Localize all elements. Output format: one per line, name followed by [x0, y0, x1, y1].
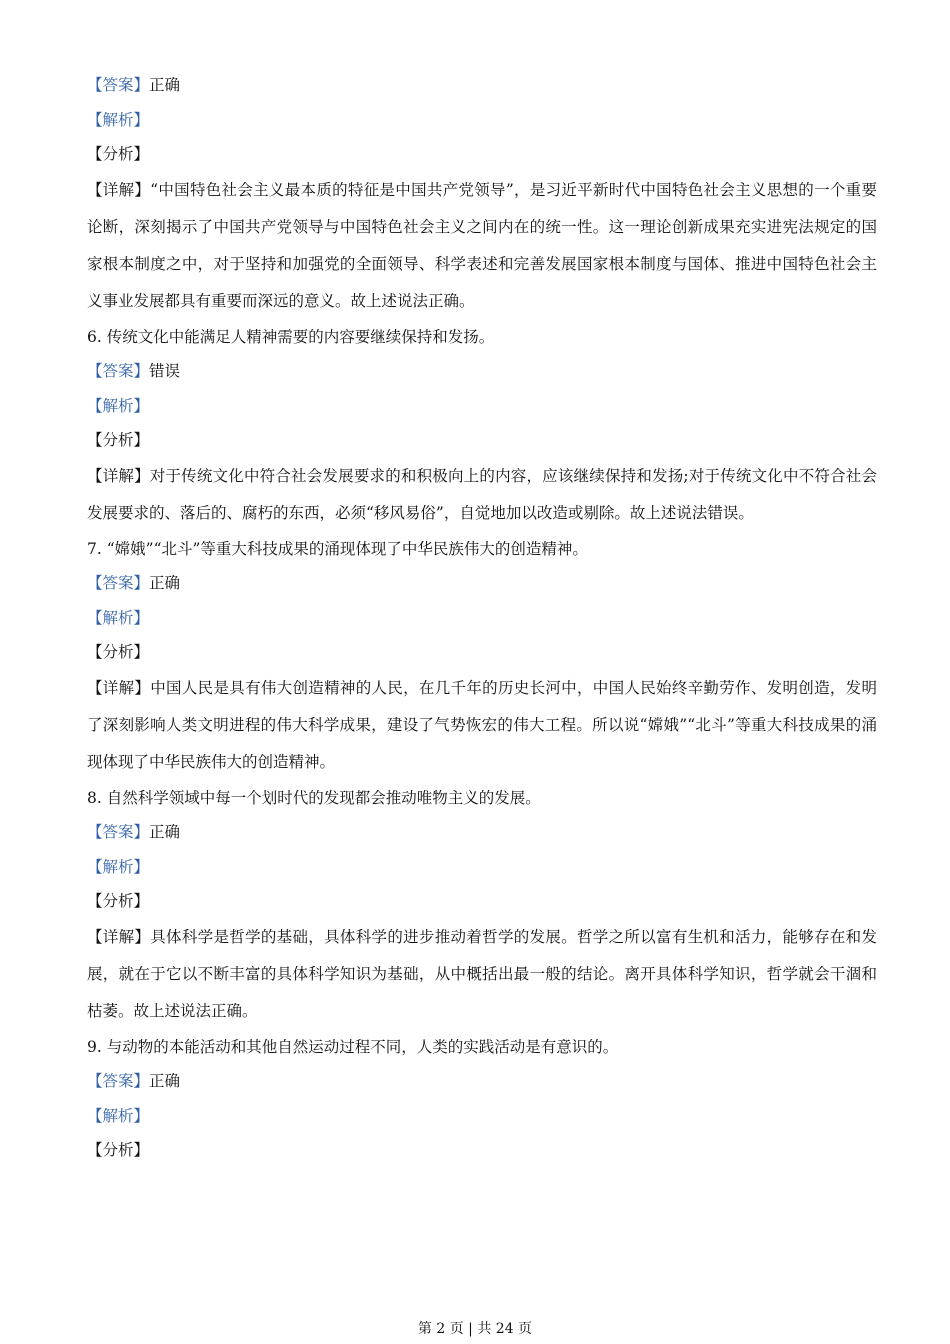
answer-tag: 【答案】 — [87, 823, 150, 841]
analysis-tag: 【解析】 — [87, 608, 150, 627]
answer-tag: 【答案】 — [87, 76, 150, 94]
fenxi-line — [87, 884, 877, 919]
detail-text: 具体科学是哲学的基础，具体科学的进步推动着哲学的发展。哲学之所以富有生机和活力，能够存在和发展，就在于它以不断丰富的具体科学知识为基础，从中概括出最一般的结论。离开具体科学知识，哲学就会干涸和枯萎。故上述说法正确。 — [87, 927, 877, 1020]
analysis-tag: 【解析】 — [87, 1106, 150, 1125]
question-8: 8. 自然科学领域中每一个划时代的发现都会推动唯物主义的发展。 — [87, 788, 541, 807]
page-content — [87, 68, 877, 1168]
analysis-tag: 【解析】 — [87, 110, 150, 129]
answer-tag: 【答案】 — [87, 574, 150, 592]
answer-value: 正确 — [149, 76, 181, 94]
detail-paragraph — [87, 919, 877, 1030]
page-footer: 第 2 页 | 共 24 页 — [417, 1321, 533, 1337]
fenxi-line — [87, 635, 877, 670]
fenxi-line — [87, 1133, 877, 1168]
answer-value: 正确 — [149, 1072, 181, 1090]
fenxi-tag: 【分析】 — [87, 892, 150, 910]
analysis-line — [87, 103, 877, 138]
answer-value: 正确 — [149, 574, 181, 592]
answer-tag: 【答案】 — [87, 362, 150, 380]
answer-line — [87, 68, 877, 103]
fenxi-line — [87, 137, 877, 172]
detail-paragraph — [87, 172, 877, 320]
detail-tag: 【详解】 — [87, 927, 151, 946]
question-6: 6. 传统文化中能满足人精神需要的内容要继续保持和发扬。 — [87, 327, 495, 346]
analysis-tag: 【解析】 — [87, 396, 150, 415]
answer-value: 错误 — [149, 362, 181, 380]
analysis-line — [87, 1099, 877, 1134]
fenxi-tag: 【分析】 — [87, 431, 150, 449]
detail-text: 对于传统文化中符合社会发展要求的和积极向上的内容，应该继续保持和发扬;对于传统文化中不符合社会发展要求的、落后的、腐朽的东西，必须“移风易俗”，自觉地加以改造或剔除。故上述说法错误。 — [87, 466, 877, 522]
fenxi-tag: 【分析】 — [87, 1141, 150, 1159]
detail-tag: 【详解】 — [87, 678, 151, 697]
answer-line — [87, 1064, 877, 1099]
analysis-line — [87, 389, 877, 424]
fenxi-tag: 【分析】 — [87, 145, 150, 163]
analysis-tag: 【解析】 — [87, 857, 150, 876]
answer-line — [87, 815, 877, 850]
detail-text: 中国人民是具有伟大创造精神的人民，在几千年的历史长河中，中国人民始终辛勤劳作、发明创造，发明了深刻影响人类文明进程的伟大科学成果，建设了气势恢宏的伟大工程。所以说“嫦娥”“北斗”等重大科技成果的涌现体现了中华民族伟大的创造精神。 — [87, 678, 877, 771]
fenxi-tag: 【分析】 — [87, 643, 150, 661]
analysis-line — [87, 601, 877, 636]
answer-value: 正确 — [149, 823, 181, 841]
question-7: 7. “嫦娥”“北斗”等重大科技成果的涌现体现了中华民族伟大的创造精神。 — [87, 539, 588, 558]
question-9: 9. 与动物的本能活动和其他自然运动过程不同，人类的实践活动是有意识的。 — [87, 1037, 619, 1056]
detail-tag: 【详解】 — [87, 466, 150, 485]
answer-line — [87, 566, 877, 601]
detail-paragraph — [87, 670, 877, 781]
answer-line — [87, 354, 877, 389]
analysis-line — [87, 850, 877, 885]
detail-tag: 【详解】 — [87, 180, 151, 199]
detail-paragraph — [87, 458, 877, 532]
answer-tag: 【答案】 — [87, 1072, 150, 1090]
fenxi-line — [87, 423, 877, 458]
detail-text: “中国特色社会主义最本质的特征是中国共产党领导”，是习近平新时代中国特色社会主义思想的一个重要论断，深刻揭示了中国共产党领导与中国特色社会主义之间内在的统一性。这一理论创新成果充实进宪法规定的国家根本制度之中，对于坚持和加强党的全面领导、科学表述和完善发展国家根本制度与国体、推进中国特色社会主义事业发展都具有重要而深远的意义。故上述说法正确。 — [87, 180, 877, 310]
